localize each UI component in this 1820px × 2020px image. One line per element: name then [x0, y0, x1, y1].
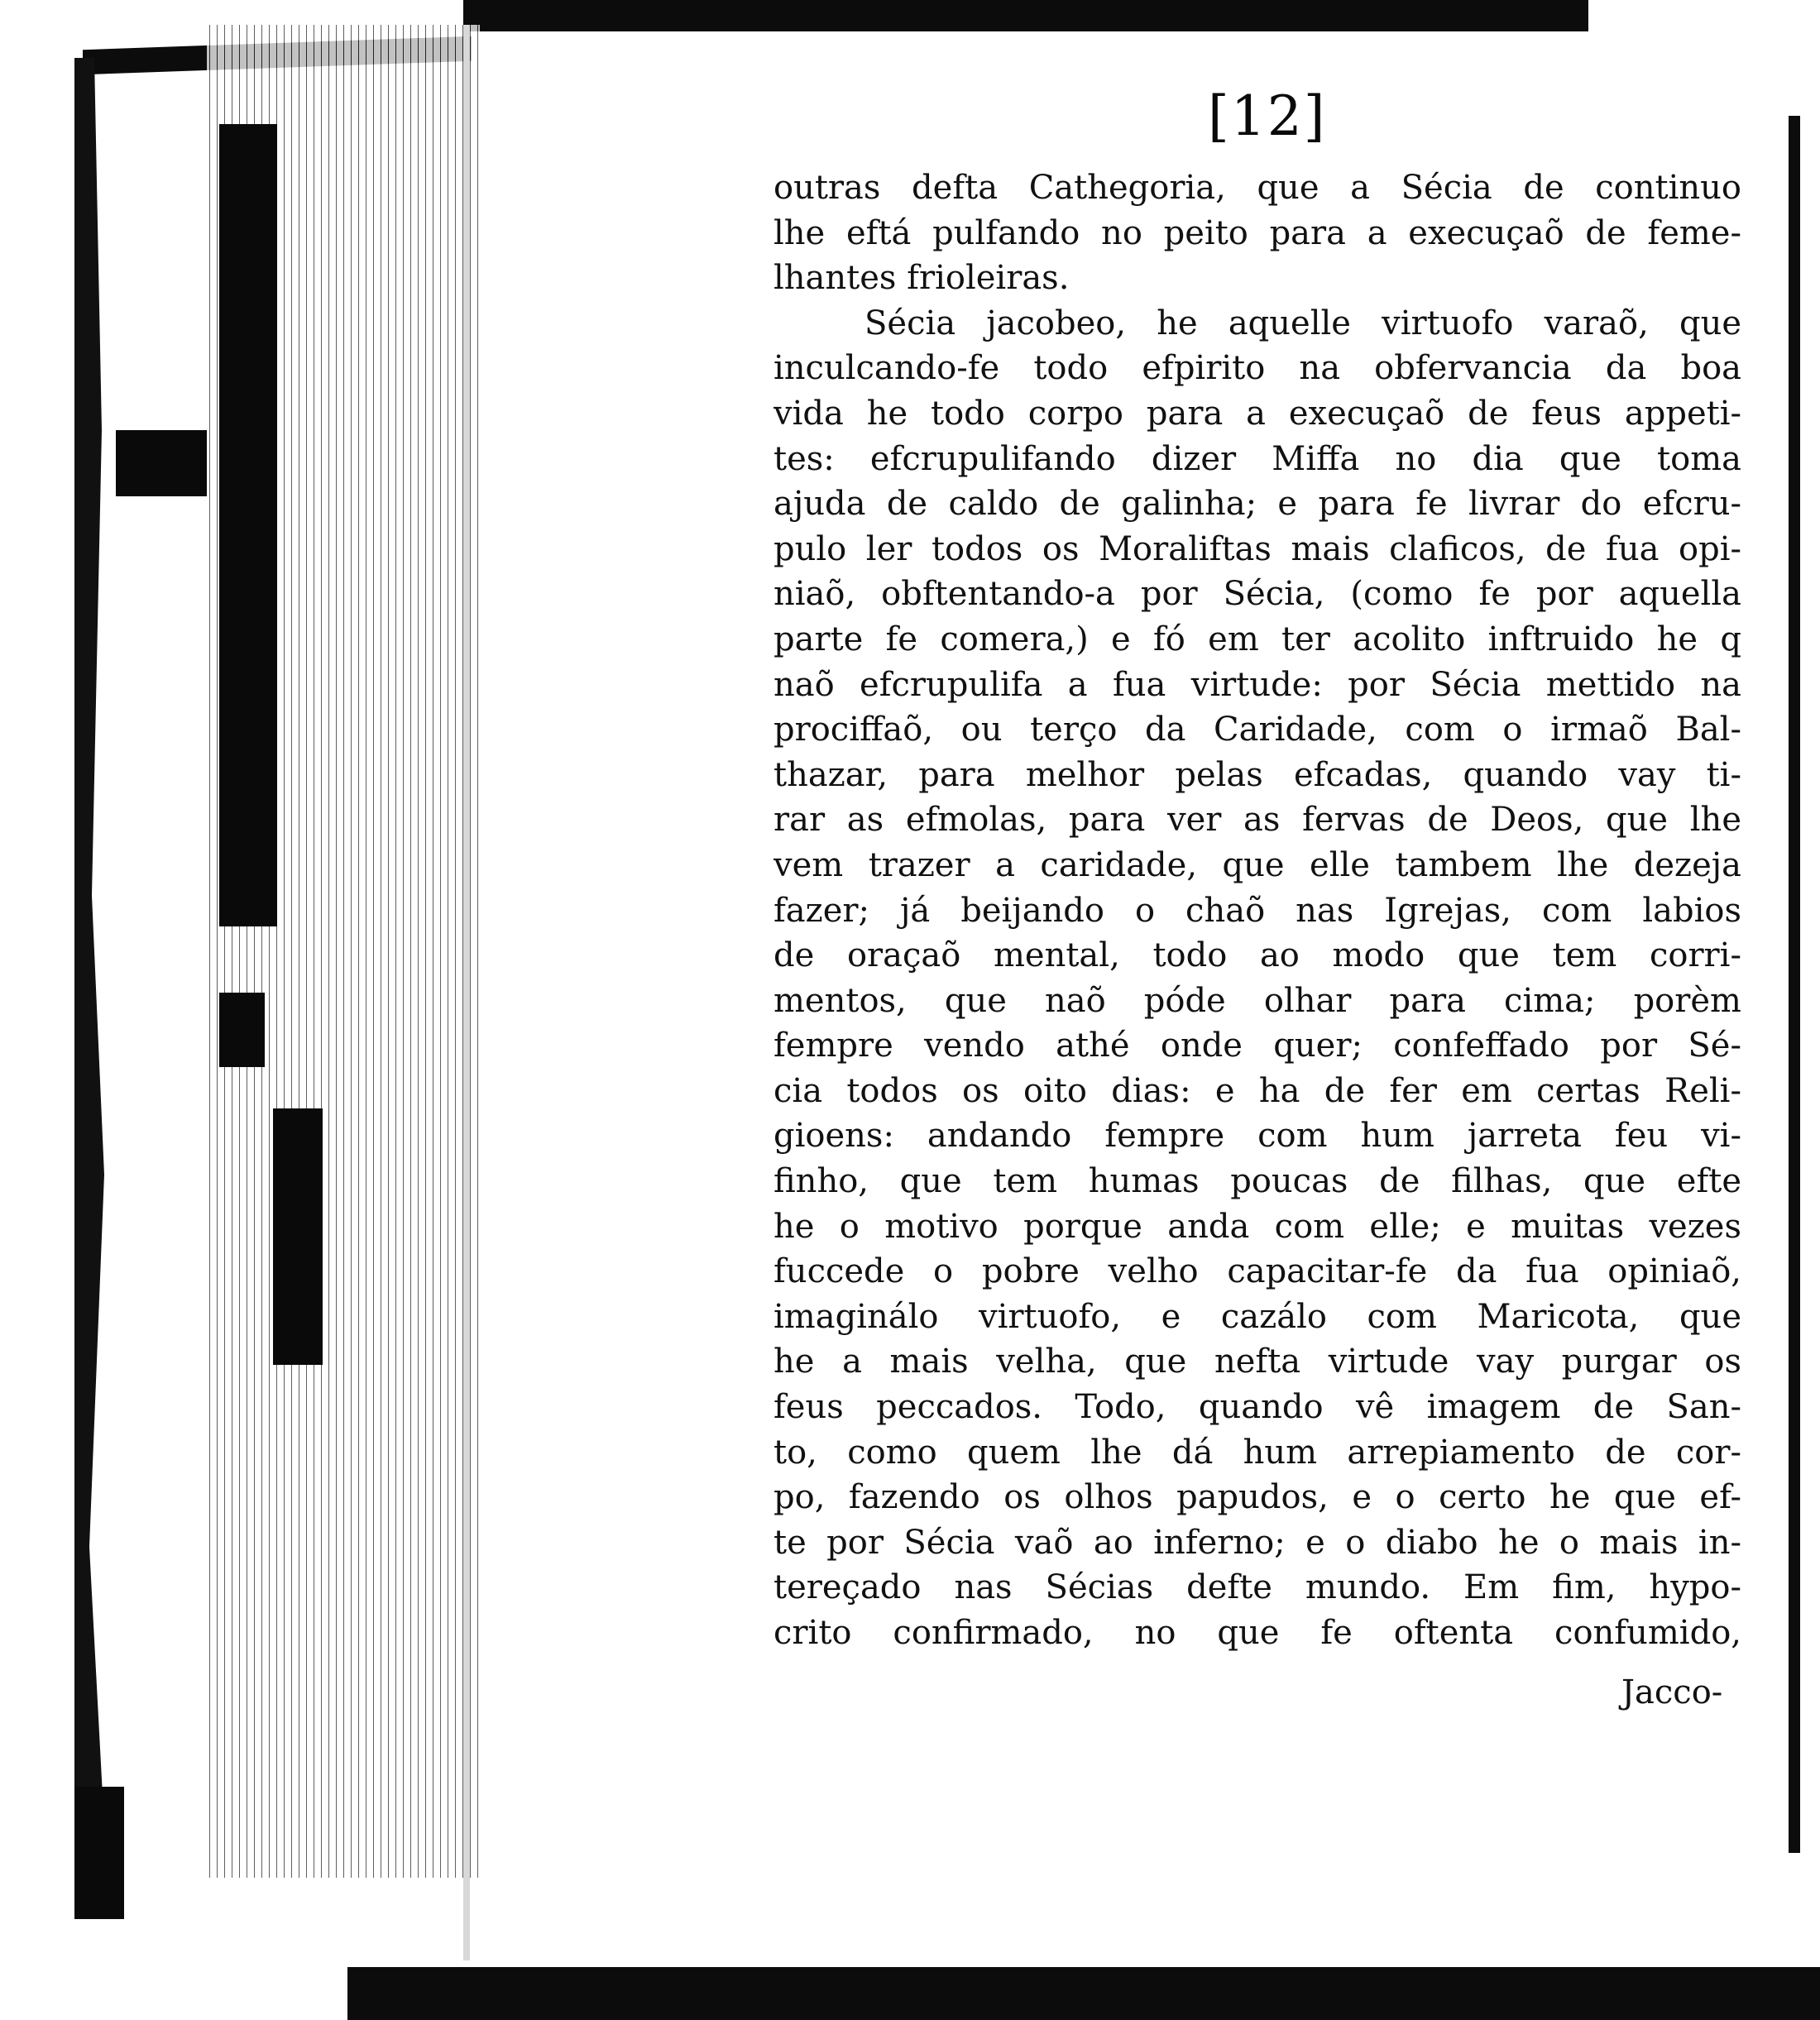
text-line: naõ efcrupulifa a fua virtude: por Sécia mettido na [774, 665, 1741, 704]
scan-dark-block [116, 430, 207, 496]
scan-dark-block [219, 993, 265, 1067]
scan-border-right [1789, 116, 1800, 1853]
scan-border-top [463, 0, 1588, 31]
text-line: fazer; já beijando o chaõ nas Igrejas, com labios [774, 891, 1741, 930]
text-line: lhantes frioleiras. [774, 259, 1070, 298]
text-line: cia todos os oito dias: e ha de fer em certas Reli- [774, 1071, 1741, 1110]
text-line: tereçado nas Sécias defte mundo. Em fim, hypo- [774, 1568, 1741, 1607]
text-line: thazar, para melhor pelas efcadas, quando vay ti- [774, 755, 1741, 794]
text-line: tes: efcrupulifando dizer Miffa no dia que toma [774, 439, 1741, 478]
scan-dark-block [273, 1108, 323, 1365]
text-line: parte fe comera,) e fó em ter acolito inftruido he q [774, 620, 1741, 658]
text-line: vida he todo corpo para a execuçaõ de feus appeti- [774, 394, 1741, 433]
text-line: to, como quem lhe dá hum arrepiamento de cor- [774, 1433, 1741, 1472]
scan-dark-block [219, 124, 277, 926]
text-line: finho, que tem humas poucas de filhas, que efte [774, 1162, 1741, 1201]
text-line: feus peccados. Todo, quando vê imagem de San- [774, 1388, 1741, 1427]
text-line: de oraçaõ mental, todo ao modo que tem corri- [774, 936, 1741, 975]
text-line: gioens: andando fempre com hum jarreta feu vi- [774, 1117, 1741, 1156]
page-number: [12] [1208, 84, 1327, 148]
text-line: he a mais velha, que nefta virtude vay purgar os [774, 1343, 1741, 1381]
scan-shadow-left [74, 58, 124, 1919]
text-line: niaõ, obftentando-a por Sécia, (como fe por aquella [774, 575, 1741, 614]
page-gutter-shadow [463, 25, 470, 1960]
text-line: po, fazendo os olhos papudos, e o certo he que ef- [774, 1478, 1741, 1517]
text-line: vem trazer a caridade, que elle tambem lhe dezeja [774, 845, 1741, 884]
text-line: crito confirmado, no que fe oftenta confumido, [774, 1614, 1741, 1652]
catchword: Jacco- [1621, 1673, 1723, 1711]
text-line: lhe eftá pulfando no peito para a execuçaõ de feme- [774, 213, 1741, 252]
scan-dark-block [74, 1787, 124, 1919]
text-line: he o motivo porque anda com elle; e muitas vezes [774, 1207, 1741, 1246]
text-line: outras defta Cathegoria, que a Sécia de continuo [774, 169, 1741, 207]
text-line: inculcando-fe todo efpirito na obfervancia da boa [774, 349, 1741, 388]
text-line: fempre vendo athé onde quer; confeffado por Sé- [774, 1027, 1741, 1065]
text-line: ajuda de caldo de galinha; e para fe livrar do efcru- [774, 485, 1741, 524]
scan-border-bottom [347, 1967, 1820, 2020]
text-line: pulo ler todos os Moraliftas mais claficos, de fua opi- [774, 529, 1741, 568]
text-line: mentos, que naõ póde olhar para cima; porèm [774, 981, 1741, 1020]
text-line: rar as efmolas, para ver as fervas de Deos, que lhe [774, 801, 1741, 840]
text-line: imaginálo virtuofo, e cazálo com Maricota, que [774, 1297, 1741, 1336]
text-line: prociffaõ, ou terço da Caridade, com o irmaõ Bal- [774, 711, 1741, 749]
paragraph-start-line: Sécia jacobeo, he aquelle virtuofo varaõ, que [864, 304, 1741, 342]
text-line: fuccede o pobre velho capacitar-fe da fua opiniaõ, [774, 1252, 1741, 1291]
body-text [774, 165, 1741, 1656]
text-line: te por Sécia vaõ ao inferno; e o diabo he o mais in- [774, 1523, 1741, 1562]
